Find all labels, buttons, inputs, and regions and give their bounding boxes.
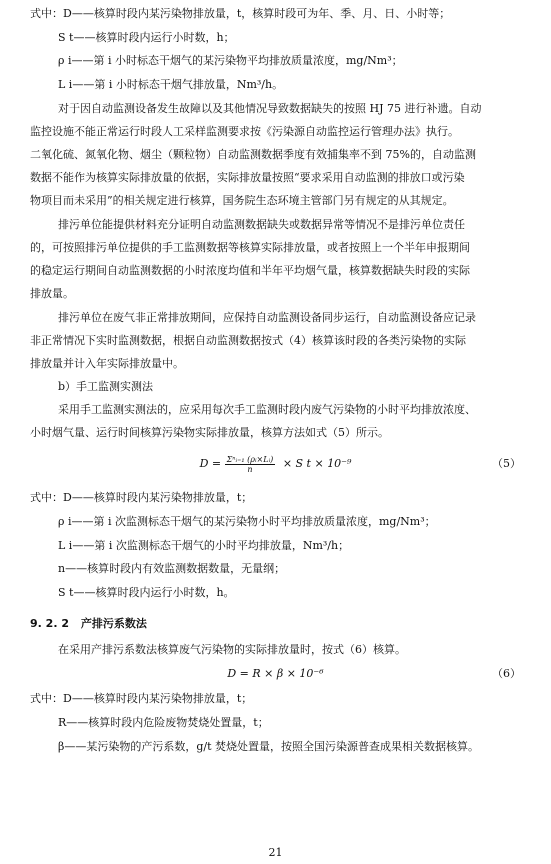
subsection-heading: b）手工监测实测法 [58, 380, 154, 393]
formula-5 [0, 452, 551, 476]
paragraph-line: 排放量。 [30, 287, 74, 300]
paragraph-line: 排污单位能提供材料充分证明自动监测数据缺失或数据异常等情况不是排污单位责任 [58, 218, 465, 231]
formula-5-fraction [225, 455, 276, 474]
formula-5-denominator: n [247, 464, 253, 474]
paragraph-line: 二氧化硫、氮氧化物、烟尘（颗粒物）自动监测数据季度有效捕集率不到 75%的，自动监测 [30, 148, 476, 161]
section-title: 产排污系数法 [80, 617, 147, 630]
paragraph-line: 物项目而未采用”的相关规定进行核算，国务院生态环境主管部门另有规定的从其规定。 [30, 194, 454, 207]
text-line: S t——核算时段内运行小时数，h； [58, 31, 235, 44]
paragraph-line: 非正常情况下实时监测数据，根据自动监测数据按式（4）核算该时段的各类污染物的实际 [30, 334, 466, 347]
text-line: L i——第 i 次监测标态干烟气的小时平均排放量，Nm³/h； [58, 539, 350, 552]
text-line: 式中：D——核算时段内某污染物排放量，t； [30, 692, 253, 705]
formula-5-rhs: × S t × 10⁻⁹ [282, 457, 352, 470]
paragraph-line: 的，可按照排污单位提供的手工监测数据等核算实际排放量，或者按照上一个半年申报期间 [30, 241, 470, 254]
section-heading [30, 616, 147, 632]
section-number: 9. 2. 2 [30, 617, 69, 630]
text-line: 式中：D——核算时段内某污染物排放量，t，核算时段可为年、季、月、日、小时等； [30, 7, 451, 20]
text-line: R——核算时段内危险废物焚烧处置量，t； [58, 716, 269, 729]
page-number: 21 [268, 846, 283, 859]
text-line: β——某污染物的产污系数，g/t 焚烧处置量，按照全国污染源普查成果相关数据核算。 [58, 740, 480, 753]
text-line: S t——核算时段内运行小时数，h。 [58, 586, 235, 599]
text-line: n——核算时段内有效监测数据数量，无量纲； [58, 562, 286, 575]
equation-number-5: （5） [492, 457, 521, 470]
text-line: 式中：D——核算时段内某污染物排放量，t； [30, 491, 253, 504]
paragraph-line: 对于因自动监测设备发生故障以及其他情况导致数据缺失的按照 HJ 75 进行补遗。自动 [58, 102, 482, 115]
paragraph-line: 采用手工监测实测法的，应采用每次手工监测时段内废气污染物的小时平均排放浓度、 [58, 403, 476, 416]
formula-5-lhs: D = [199, 457, 222, 470]
text-line: ρ i——第 i 小时标态干烟气的某污染物平均排放质量浓度，mg/Nm³； [58, 54, 403, 67]
formula-5-numerator: Σⁿᵢ₌₁ (ρᵢ×Lᵢ) [226, 454, 274, 464]
text-line: L i——第 i 小时标态干烟气排放量，Nm³/h。 [58, 78, 284, 91]
paragraph-line: 监控设施不能正常运行时段人工采样监测要求按《污染源自动监控运行管理办法》执行。 [30, 125, 459, 138]
equation-number-6: （6） [492, 667, 521, 680]
paragraph-line: 的稳定运行期间自动监测数据的小时浓度均值和半年平均烟气量，核算数据缺失时段的实际 [30, 264, 470, 277]
paragraph-line: 排污单位在废气非正常排放期间，应保持自动监测设备同步运行，自动监测设备应记录 [58, 311, 476, 324]
paragraph-line: 排放量并计入年实际排放量中。 [30, 357, 184, 370]
formula-6: D = R × β × 10⁻⁶ [227, 667, 324, 680]
paragraph-line: 数据不能作为核算实际排放量的依据，实际排放量按照“要求采用自动监测的排放口或污染 [30, 171, 465, 184]
paragraph-line: 在采用产排污系数法核算废气污染物的实际排放量时，按式（6）核算。 [58, 643, 406, 656]
paragraph-line: 小时烟气量、运行时间核算污染物实际排放量，核算方法如式（5）所示。 [30, 426, 389, 439]
text-line: ρ i——第 i 次监测标态干烟气的某污染物小时平均排放质量浓度，mg/Nm³； [58, 515, 436, 528]
